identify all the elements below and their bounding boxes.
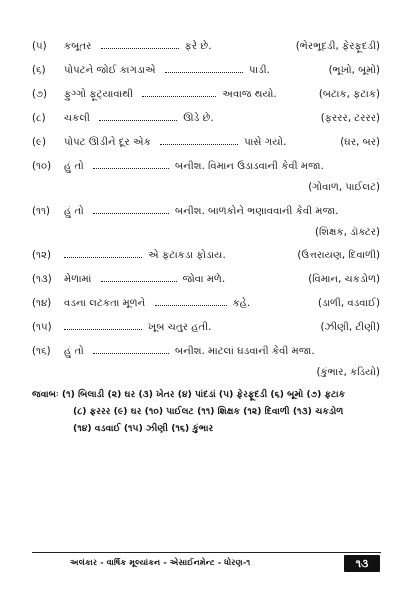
question-suffix: બનીશ. વિમાન ઉડાડવાની કેવી મજા. <box>175 161 324 172</box>
footer-divider <box>32 552 381 553</box>
question-prefix: હું તો <box>64 161 84 172</box>
question-11 <box>32 203 380 221</box>
question-suffix: ખૂબ ચતુર હતી. <box>148 322 212 333</box>
question-number: (૫) <box>32 41 47 52</box>
question-number: (૧૩) <box>32 274 52 285</box>
question-number: (૧૧) <box>32 206 50 217</box>
question-prefix: વડના લટકતા મૂળને <box>64 298 146 309</box>
question-hint: (વિમાન, ચકડોળ) <box>308 274 380 285</box>
question-number: (૬) <box>32 65 46 76</box>
answer-blank[interactable] <box>101 39 179 49</box>
question-prefix: હું તો <box>64 346 84 357</box>
answer-line-3: (૧૪) વડવાઈ (૧૫) ઝીણી (૧૬) કુંભાર <box>73 423 214 434</box>
answer-line-2: (૮) ફરરર (૯) ઘર (૧૦) પાઈલટ (૧૧) શિક્ષક (૧૨) દિવાળી (૧૩) ચકડોળ <box>73 406 344 417</box>
question-16 <box>32 343 380 361</box>
question-prefix: ચકલી <box>64 113 90 124</box>
question-suffix: અવાજ થયો. <box>222 89 277 100</box>
question-suffix: ઊડે છે. <box>183 113 214 124</box>
answer-blank[interactable] <box>142 87 216 97</box>
question-hint: (ડાળી, વડવાઈ) <box>317 298 380 309</box>
answer-blank[interactable] <box>101 272 177 282</box>
question-suffix: પાસે ગયો. <box>244 137 287 148</box>
question-prefix: પોપટને જોઈ કાગડાએ <box>64 65 156 76</box>
answer-blank[interactable] <box>99 111 177 121</box>
answer-blank[interactable] <box>165 63 243 73</box>
answer-blank[interactable] <box>93 204 169 214</box>
question-15 <box>32 319 380 337</box>
question-hint: (ભેરભૂદડી, ફેરફૂદડી) <box>295 41 380 52</box>
question-10 <box>32 158 380 176</box>
answer-line-1 <box>32 386 384 403</box>
question-suffix: કહે. <box>232 298 251 309</box>
question-hint: (ફરરર, ટરરર) <box>320 113 380 124</box>
answer-text-1: (૧) બિલાડી (૨) ઘર (૩) ખેતર (૪) પાંદડાં (૫) ફેરફૂદડી (૬) બૂમો (૭) ફટાક <box>61 389 346 400</box>
answer-blank[interactable] <box>64 320 142 330</box>
page-number-badge: ૧૩ <box>344 555 380 572</box>
answer-blank[interactable] <box>155 296 227 306</box>
question-5 <box>32 38 380 56</box>
question-prefix: ફુગ્ગો ફૂટ્યાવાથી <box>64 89 133 100</box>
question-7 <box>32 86 380 104</box>
question-number: (૧૦) <box>32 161 52 172</box>
answer-blank[interactable] <box>93 344 169 354</box>
question-suffix: પાડી. <box>249 65 270 76</box>
question-suffix: ફરે છે. <box>184 41 212 52</box>
question-prefix: મેળામાં <box>64 274 92 285</box>
question-number: (૧૬) <box>32 346 51 357</box>
question-suffix: એ ફટાકડા ફોડાય. <box>148 250 226 261</box>
question-number: (૧૫) <box>32 322 52 333</box>
answer-blank[interactable] <box>93 159 169 169</box>
question-9 <box>32 134 380 152</box>
question-hint: (બટાક, ફટાક) <box>318 89 380 100</box>
question-12 <box>32 247 380 265</box>
question-6 <box>32 62 380 80</box>
question-prefix: હું તો <box>64 206 84 217</box>
answer-label: જવાબઃ <box>32 389 59 400</box>
question-11-hint: (શિક્ષક, ડૉક્ટર) <box>314 227 380 238</box>
question-prefix: કબૂતર <box>64 41 92 52</box>
question-hint: (ઉત્તરાયણ, દિવાળી) <box>297 250 380 261</box>
question-suffix: બનીશ. બાળકોને ભણાવવાની કેવી મજા. <box>175 206 339 217</box>
question-10-hint: (ગોવાળ, પાઈલટ) <box>308 182 380 193</box>
question-hint: (ઘર, બર) <box>340 137 380 148</box>
question-number: (૧૪) <box>32 298 52 309</box>
question-number: (૭) <box>32 89 48 100</box>
question-suffix: બનીશ. માટલાં ઘડવાની કેવી મજા. <box>175 346 315 357</box>
answer-blank[interactable] <box>64 248 142 258</box>
question-number: (૯) <box>32 137 46 148</box>
answer-blank[interactable] <box>160 135 238 145</box>
question-14 <box>32 295 380 313</box>
question-number: (૮) <box>32 113 46 124</box>
answer-key <box>32 386 384 437</box>
question-hint: (ભૂખો, બૂમો) <box>328 65 380 76</box>
footer-title: અલંકાર - વાર્ષિક મૂલ્યાંકન - એસાઈનમેન્ટ - ધોરણ-૧ <box>70 557 251 567</box>
question-prefix: પોપટ ઊડીને દૂર એક <box>64 137 151 148</box>
question-13 <box>32 271 380 289</box>
question-hint: (ઝીણી, ટીણી) <box>320 322 380 333</box>
question-number: (૧૨) <box>32 250 51 261</box>
question-suffix: જોવા મળે. <box>182 274 226 285</box>
question-8 <box>32 110 380 128</box>
question-16-hint: (કુંભાર, કડિયો) <box>316 367 380 378</box>
